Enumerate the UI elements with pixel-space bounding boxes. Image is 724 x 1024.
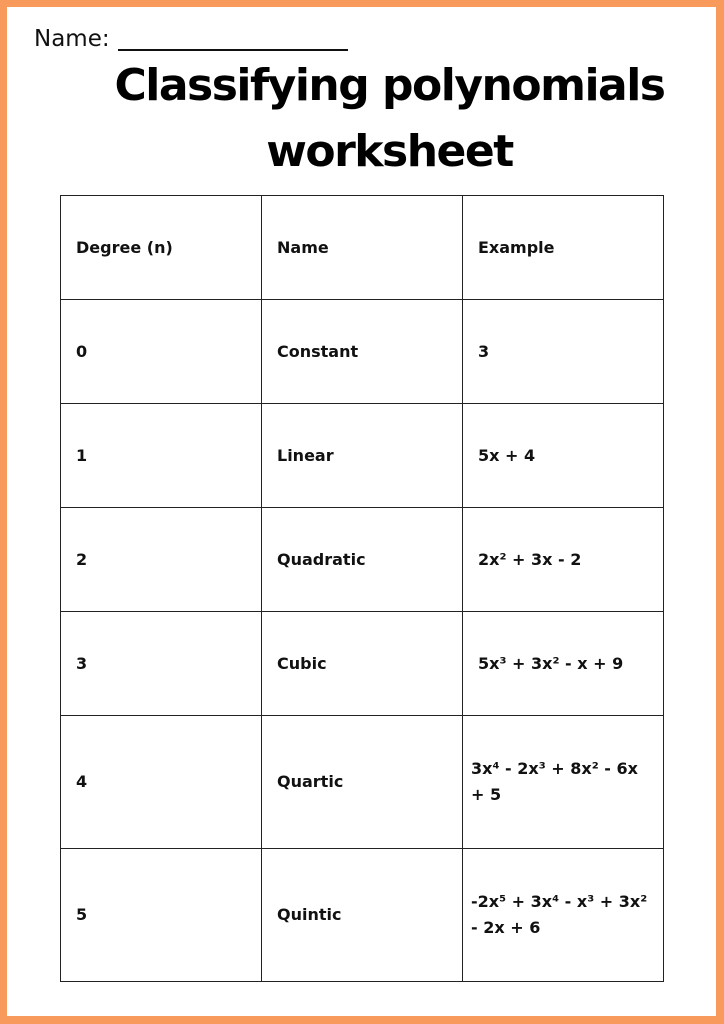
name-cell: Cubic [262, 612, 463, 716]
example-cell: 5x + 4 [463, 404, 664, 508]
table-row [61, 612, 664, 716]
example-cell: -2x⁵ + 3x⁴ - x³ + 3x² - 2x + 6 [463, 849, 664, 982]
degree-cell: 0 [61, 300, 262, 404]
table-row [61, 716, 664, 849]
example-cell: 2x² + 3x - 2 [463, 508, 664, 612]
table-row [61, 300, 664, 404]
name-label: Name: [34, 26, 110, 52]
example-cell: 3 [463, 300, 664, 404]
name-cell: Quartic [262, 716, 463, 849]
degree-cell: 2 [61, 508, 262, 612]
name-cell: Quadratic [262, 508, 463, 612]
table-row [61, 508, 664, 612]
name-cell: Constant [262, 300, 463, 404]
example-cell: 3x⁴ - 2x³ + 8x² - 6x + 5 [463, 716, 664, 849]
name-cell: Linear [262, 404, 463, 508]
name-cell: Quintic [262, 849, 463, 982]
table-row [61, 404, 664, 508]
worksheet-title [35, 53, 724, 185]
table-row [61, 849, 664, 982]
table-header-row [61, 196, 664, 300]
worksheet-page [7, 7, 716, 1016]
degree-cell: 5 [61, 849, 262, 982]
degree-cell: 1 [61, 404, 262, 508]
example-cell: 5x³ + 3x² - x + 9 [463, 612, 664, 716]
header-name: Name [262, 196, 463, 300]
header-degree: Degree (n) [61, 196, 262, 300]
degree-cell: 4 [61, 716, 262, 849]
header-example: Example [463, 196, 664, 300]
name-blank-line [118, 49, 348, 51]
title-line-2: worksheet [266, 126, 513, 177]
title-line-1: Classifying polynomials [114, 60, 665, 111]
degree-cell: 3 [61, 612, 262, 716]
polynomial-table [60, 195, 664, 982]
